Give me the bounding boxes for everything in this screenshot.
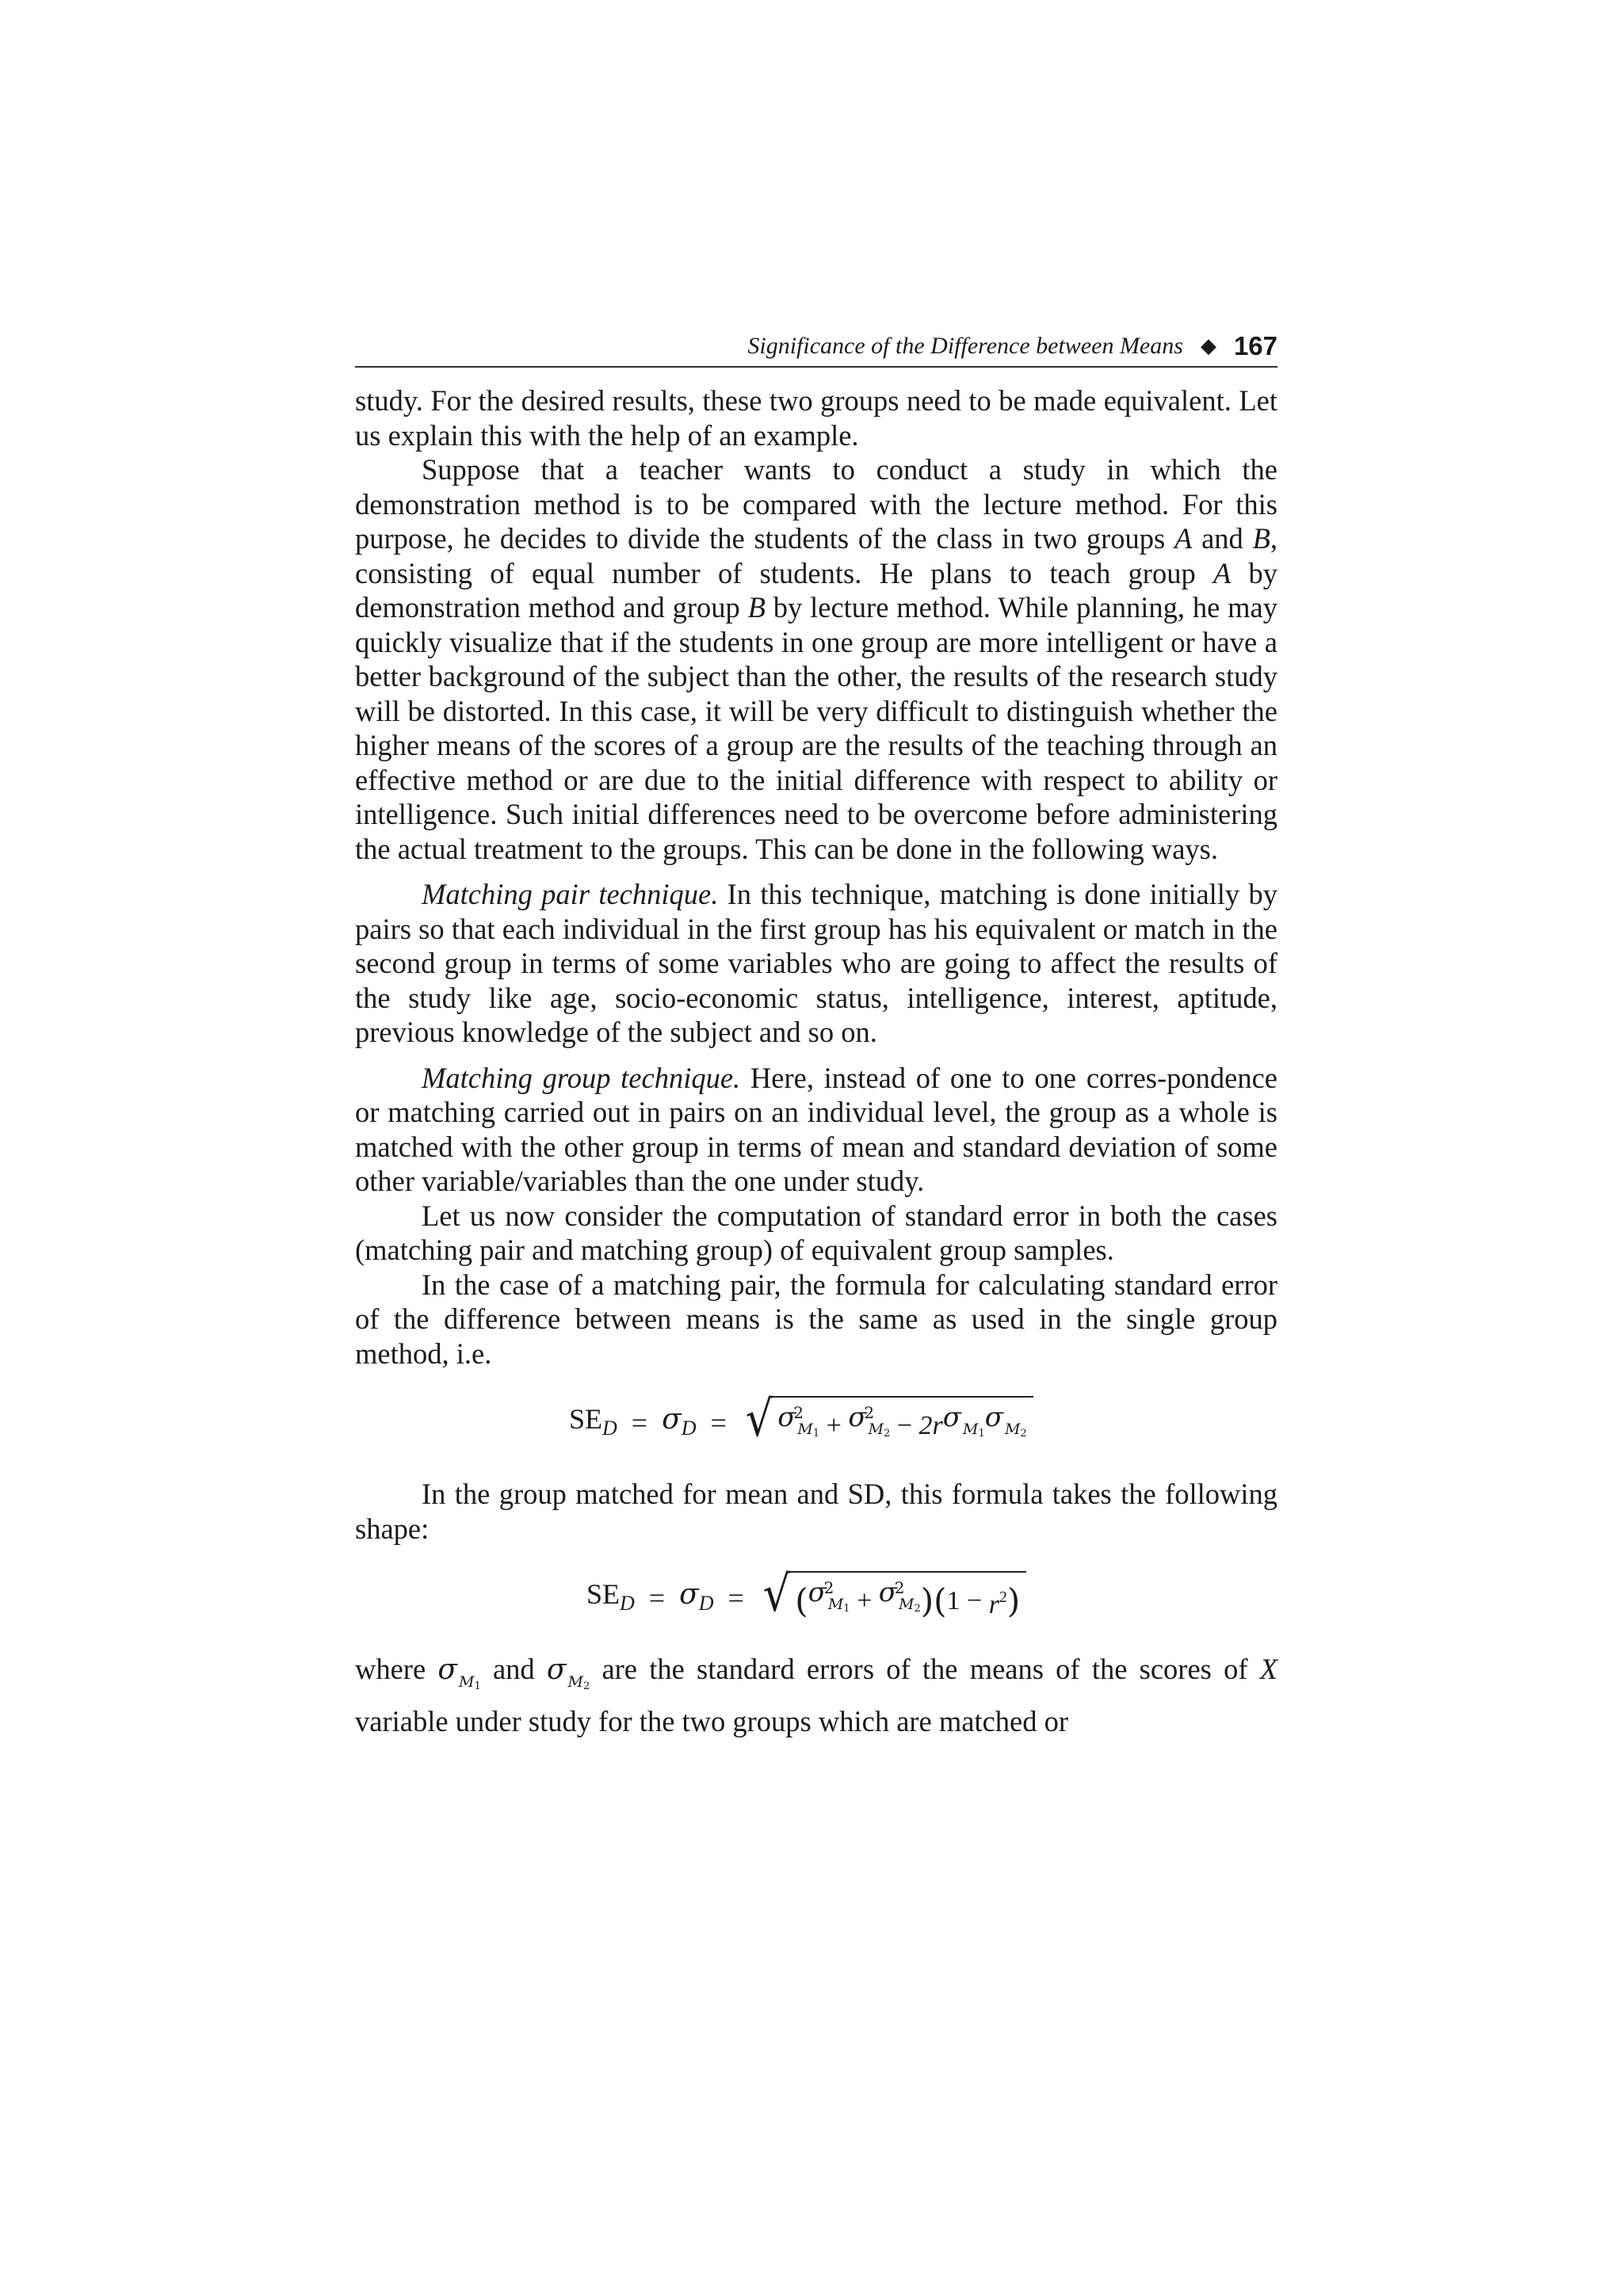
paragraph	[355, 877, 1277, 1050]
minus-sign: −	[896, 1411, 913, 1441]
diamond-icon: ◆	[1200, 334, 1216, 357]
paragraph	[355, 383, 1277, 452]
sigma-d	[679, 1577, 713, 1621]
subscript-index: 1	[843, 1603, 850, 1615]
body-text	[355, 383, 1277, 1738]
radical-icon: √	[745, 1390, 773, 1448]
subscript-index: 2	[582, 1680, 590, 1692]
exponent: 2	[894, 1578, 905, 1598]
r-symbol: r	[988, 1589, 999, 1619]
subscript: M	[797, 1421, 813, 1439]
subscript: M	[458, 1673, 475, 1691]
exponent: 2	[823, 1578, 834, 1598]
subscript-index: 2	[1020, 1428, 1027, 1440]
subscript-index: 1	[474, 1680, 481, 1692]
paragraph	[355, 1652, 1277, 1738]
equation-matching-pair	[355, 1388, 1277, 1459]
variable-b: B	[747, 591, 766, 624]
sigma-m2	[547, 1653, 590, 1704]
two-r: 2r	[918, 1411, 943, 1441]
subscript: D	[698, 1591, 714, 1615]
equals-sign: =	[631, 1407, 648, 1440]
subscript: M	[962, 1421, 979, 1439]
lead-term: Matching pair technique.	[422, 878, 719, 910]
paragraph-text: Let us now consider the computation of standard error in both the cases (matching pair and matching group) of equivalent group samples.	[355, 1199, 1277, 1266]
paragraph-text: Suppose that a teacher wants to conduct a study in which the demonstration method is to be compared with the lecture method. For this purpose, he decides to divide the students of the class in two groups	[355, 453, 1277, 555]
page-number: 167	[1233, 331, 1277, 360]
sigma-symbol: σ	[942, 1402, 961, 1434]
sigma-symbol: σ	[679, 1577, 699, 1611]
equation-matching-group	[355, 1563, 1277, 1634]
paragraph-text: variable under study for the two groups which are matched or	[355, 1704, 1069, 1737]
left-paren: (	[795, 1581, 808, 1621]
paragraph-text: In this technique, matching is done initially by pairs so that each individual in the first group has his equivalent or match in the second group in terms of some variables who are going to affect the results of the study like age, socio-economic status, intelligence, interest, aptitude, previous knowledge of the subject and so on.	[355, 878, 1277, 1048]
se-label: SE	[569, 1402, 603, 1435]
paragraph-text: are the standard errors of the means of the scores of	[590, 1653, 1260, 1685]
paragraph-text: and	[1192, 522, 1253, 555]
sigma-m1	[943, 1401, 985, 1451]
paragraph-text: study. For the desired results, these two groups need to be made equivalent. Let us explain this with the help of an example.	[355, 384, 1277, 452]
sigma-symbol: σ	[984, 1402, 1003, 1434]
subscript: M	[827, 1596, 844, 1614]
sigma-m2	[985, 1401, 1027, 1451]
subscript: M	[567, 1673, 583, 1691]
paragraph	[355, 1199, 1277, 1268]
equals-sign: =	[727, 1582, 744, 1615]
sigma-d	[662, 1402, 696, 1446]
sigma-symbol: σ	[878, 1577, 897, 1609]
se-label: SE	[586, 1577, 621, 1610]
paragraph	[355, 1477, 1277, 1546]
paragraph-text: In the case of a matching pair, the formula for calculating standard error of the difference between means is the same as used in the single group method, i.e.	[355, 1268, 1277, 1370]
exponent: 2	[999, 1588, 1007, 1606]
subscript-index: 1	[978, 1428, 985, 1440]
sigma-symbol: σ	[777, 1402, 796, 1434]
paragraph-text: by demonstration method and group	[355, 556, 1277, 624]
equals-sign: =	[648, 1582, 666, 1615]
sigma-symbol: σ	[437, 1653, 457, 1686]
radical-icon: √	[762, 1565, 791, 1623]
paragraph-text: In the group matched for mean and SD, this formula takes the following shape:	[355, 1478, 1277, 1545]
sigma-symbol: σ	[546, 1653, 567, 1686]
exponent: 2	[864, 1403, 875, 1423]
sigma-m1-squared	[777, 1401, 819, 1451]
exponent: 2	[793, 1403, 804, 1423]
left-paren: (	[934, 1581, 947, 1621]
running-header	[355, 326, 1277, 368]
subscript-index: 1	[812, 1428, 820, 1440]
subscript: M	[868, 1421, 884, 1439]
sigma-symbol: σ	[808, 1577, 827, 1609]
variable-x: X	[1259, 1653, 1278, 1685]
variable-a: A	[1174, 522, 1193, 555]
plus-sign: +	[826, 1411, 842, 1441]
right-paren: )	[1006, 1581, 1021, 1621]
sigma-m1	[437, 1653, 480, 1704]
sigma-m2-squared	[848, 1401, 890, 1451]
paragraph-text: , consisting of equal number of students. He plans to teach group	[355, 522, 1277, 589]
equals-sign: =	[710, 1407, 727, 1440]
equation-lhs	[586, 1577, 635, 1621]
paragraph-text: and	[480, 1653, 547, 1685]
lead-term: Matching group technique.	[422, 1061, 741, 1094]
sigma-m1-squared	[808, 1576, 850, 1627]
square-root	[745, 1390, 1033, 1451]
equation-lhs	[569, 1402, 617, 1446]
paragraph-text: where	[355, 1653, 438, 1685]
subscript: D	[681, 1416, 697, 1440]
radicand	[773, 1396, 1033, 1451]
variable-a: A	[1212, 556, 1232, 589]
running-title: Significance of the Difference between Means	[747, 333, 1183, 359]
paragraph	[355, 1268, 1277, 1371]
right-paren: )	[920, 1581, 934, 1621]
subscript-index: 2	[884, 1428, 891, 1440]
r-squared	[989, 1581, 1007, 1623]
subscript: D	[620, 1591, 635, 1615]
plus-sign: +	[857, 1586, 873, 1616]
paragraph-text: by lecture method. While planning, he may quickly visualize that if the students in one group are more intelligent or have a better background of the subject than the other, the results of the research study will be distorted. In this case, it will be very difficult to distinguish whether the higher means of the scores of a group are the results of the teaching through an effective method or are due to the initial difference with respect to ability or intelligence. Such initial differences need to be overcome before administering the actual treatment to the groups. This can be done in the following ways.	[355, 591, 1277, 865]
paragraph-text: Here, instead of one to one corres-pondence or matching carried out in pairs on an individual level, the group as a whole is matched with the other group in terms of mean and standard deviation of some other variable/variables than the one under study.	[355, 1061, 1278, 1197]
subscript-index: 2	[914, 1603, 921, 1615]
paragraph	[355, 452, 1277, 866]
sigma-m2-squared	[879, 1576, 921, 1627]
subscript: D	[602, 1416, 617, 1440]
sigma-symbol: σ	[848, 1402, 867, 1434]
square-root	[762, 1565, 1027, 1627]
radicand	[790, 1571, 1026, 1627]
subscript: M	[898, 1596, 915, 1614]
one-minus: 1 −	[946, 1586, 983, 1616]
paragraph	[355, 1061, 1277, 1199]
subscript: M	[1004, 1421, 1021, 1439]
variable-b: B	[1252, 522, 1270, 555]
sigma-symbol: σ	[662, 1402, 682, 1436]
